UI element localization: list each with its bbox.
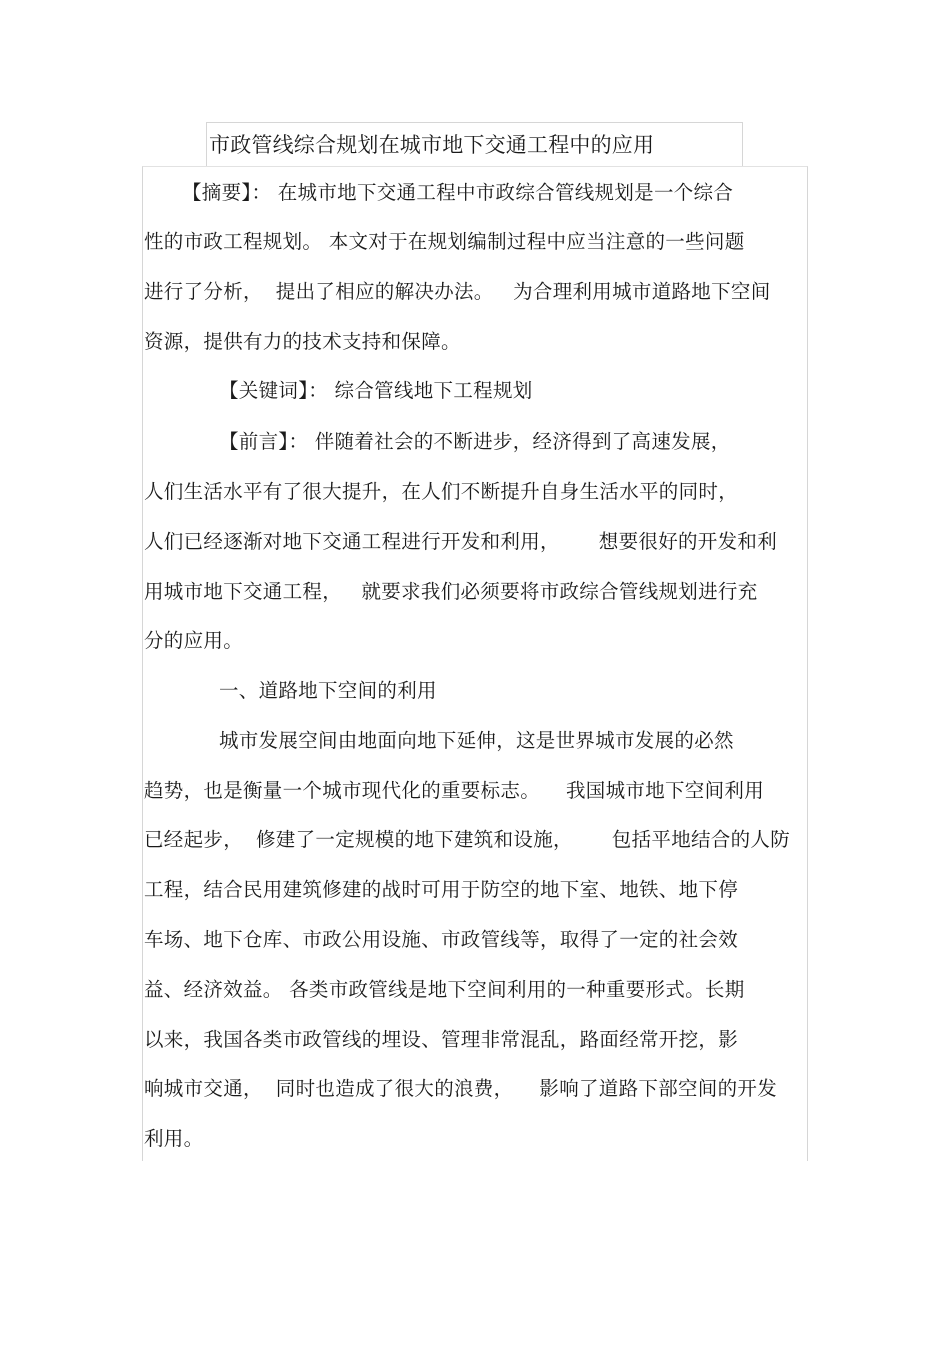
keywords-line: 【关键词】： 综合管线地下工程规划 (219, 379, 533, 402)
abstract-line-1: 【摘要】： 在城市地下交通工程中市政综合管线规划是一个综合 (182, 181, 734, 204)
preface-line-4: 用城市地下交通工程， 就要求我们必须要将市政综合管线规划进行充 (144, 580, 758, 603)
abstract-line-4: 资源，提供有力的技术支持和保障。 (144, 330, 461, 353)
section1-line-8: 响城市交通， 同时也造成了很大的浪费， 影响了道路下部空间的开发 (144, 1077, 777, 1100)
preface-line-5: 分的应用。 (144, 629, 244, 652)
preface-line-3: 人们已经逐渐对地下交通工程进行开发和利用， 想要很好的开发和利 (144, 530, 777, 553)
section1-line-1: 城市发展空间由地面向地下延伸，这是世界城市发展的必然 (219, 729, 734, 752)
section1-line-5: 车场、地下仓库、市政公用设施、市政管线等，取得了一定的社会效 (144, 928, 739, 951)
section1-line-9: 利用。 (144, 1127, 204, 1150)
abstract-line-3: 进行了分析， 提出了相应的解决办法。 为合理利用城市道路地下空间 (144, 280, 771, 303)
section1-line-7: 以来，我国各类市政管线的埋设、管理非常混乱，路面经常开挖，影 (144, 1028, 739, 1051)
section1-line-4: 工程，结合民用建筑修建的战时可用于防空的地下室、地铁、地下停 (144, 878, 739, 901)
section-heading-1: 一、道路地下空间的利用 (219, 679, 437, 702)
preface-line-1: 【前言】： 伴随着社会的不断进步，经济得到了高速发展， (219, 430, 731, 453)
section1-line-3: 已经起步， 修建了一定规模的地下建筑和设施， 包括平地结合的人防 (144, 828, 790, 851)
section1-line-6: 益、经济效益。 各类市政管线是地下空间利用的一种重要形式。长期 (144, 978, 745, 1001)
body-frame (142, 166, 808, 1161)
preface-line-2: 人们生活水平有了很大提升，在人们不断提升自身生活水平的同时， (144, 480, 739, 503)
section1-line-2: 趋势，也是衡量一个城市现代化的重要标志。 我国城市地下空间利用 (144, 779, 764, 802)
abstract-line-2: 性的市政工程规划。 本文对于在规划编制过程中应当注意的一些问题 (144, 230, 745, 253)
document-title: 市政管线综合规划在城市地下交通工程中的应用 (209, 133, 655, 157)
